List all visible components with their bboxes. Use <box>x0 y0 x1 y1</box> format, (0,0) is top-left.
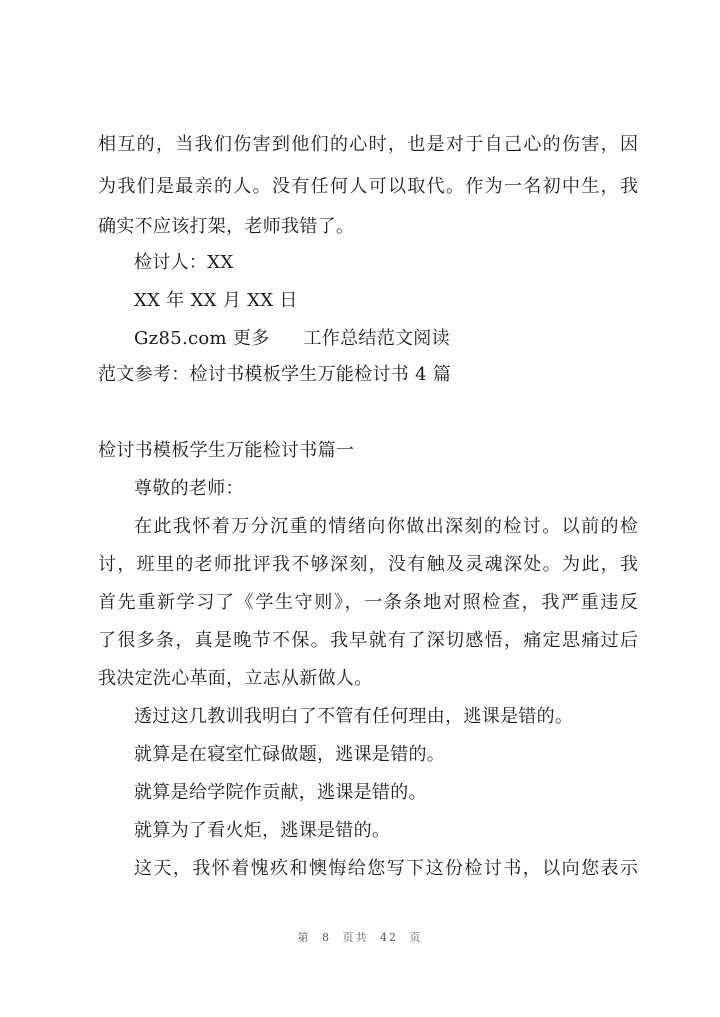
signature-line: 检讨人：XX <box>134 252 234 273</box>
paragraph-line: 我决定洗心革面，立志从新做人。 <box>98 668 373 689</box>
paragraph-line: 为我们是最亲的人。没有任何人可以取代。作为一名初中生，我 <box>98 176 638 197</box>
paragraph-line: 相互的，当我们伤害到他们的心时，也是对于自己心的伤害，因 <box>98 134 638 155</box>
paragraph-line: 就算是在寝室忙碌做题，逃课是错的。 <box>134 744 446 765</box>
paragraph-line: 首先重新学习了《学生守则》，一条条地对照检查，我严重违反 <box>98 592 638 613</box>
site-link-line <box>134 326 450 352</box>
paragraph-line: 确实不应该打架，老师我错了。 <box>98 216 355 237</box>
paragraph-line: 透过这几教训我明白了不管有任何理由，逃课是错的。 <box>134 706 574 727</box>
paragraph-line: 就算是给学院作贡献，逃课是错的。 <box>134 782 427 803</box>
paragraph-line: 这天，我怀着愧疚和懊悔给您写下这份检讨书，以向您表示 <box>134 858 638 879</box>
paragraph-line: 讨，班里的老师批评我不够深刻，没有触及灵魂深处。为此，我 <box>98 554 638 575</box>
related-reading-link[interactable]: 工作总结范文阅读 <box>303 328 450 349</box>
date-line: XX 年 XX 月 XX 日 <box>134 290 298 311</box>
page-number-footer: 第 8 页共 42 页 <box>297 931 423 944</box>
section-heading: 检讨书模板学生万能检讨书篇一 <box>98 440 355 461</box>
paragraph-line: 在此我怀着万分沉重的情绪向你做出深刻的检讨。以前的检 <box>134 516 638 537</box>
paragraph-line: 了很多条，真是晚节不保。我早就有了深切感悟，痛定思痛过后 <box>98 630 638 651</box>
reference-title: 范文参考：检讨书模板学生万能检讨书 4 篇 <box>98 364 452 385</box>
paragraph-line: 就算为了看火炬，逃课是错的。 <box>134 820 391 841</box>
salutation: 尊敬的老师： <box>134 478 244 499</box>
site-link[interactable]: Gz85.com 更多 <box>134 328 270 349</box>
